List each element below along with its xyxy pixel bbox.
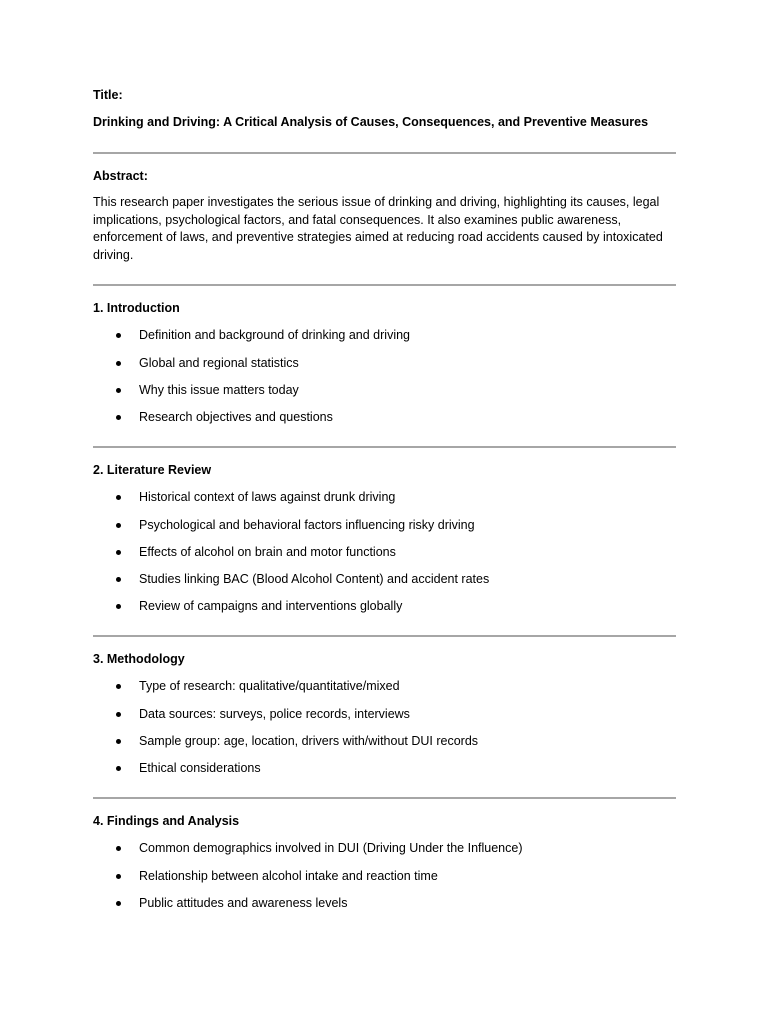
list-item-text: Type of research: qualitative/quantitative/mixed xyxy=(139,679,400,694)
section-introduction xyxy=(93,286,676,446)
document-page xyxy=(93,86,676,932)
list-item-text: Psychological and behavioral factors influencing risky driving xyxy=(139,517,475,532)
list-item xyxy=(93,381,676,399)
bullet-list xyxy=(93,326,676,426)
bullet-icon xyxy=(116,604,121,609)
bullet-list xyxy=(93,677,676,777)
bullet-icon xyxy=(116,874,121,879)
list-item-text: Relationship between alcohol intake and reaction time xyxy=(139,868,438,883)
list-item-text: Effects of alcohol on brain and motor functions xyxy=(139,544,396,559)
bullet-icon xyxy=(116,495,121,500)
bullet-icon xyxy=(116,766,121,771)
list-item-text: Ethical considerations xyxy=(139,761,261,776)
bullet-icon xyxy=(116,361,121,366)
section-heading: 1. Introduction xyxy=(93,301,180,316)
bullet-list xyxy=(93,839,676,912)
bullet-icon xyxy=(116,901,121,906)
bullet-icon xyxy=(116,577,121,582)
abstract-section xyxy=(93,154,676,284)
list-item-text: Sample group: age, location, drivers with/without DUI records xyxy=(139,734,479,749)
list-item xyxy=(93,705,676,723)
bullet-list xyxy=(93,488,676,615)
bullet-icon xyxy=(116,739,121,744)
bullet-icon xyxy=(116,333,121,338)
bullet-icon xyxy=(116,388,121,393)
list-item-text: Historical context of laws against drunk driving xyxy=(139,490,396,505)
list-item-text: Review of campaigns and interventions globally xyxy=(139,599,403,614)
bullet-icon xyxy=(116,846,121,851)
abstract-text: This research paper investigates the serious issue of drinking and driving, highlighting its causes, legal implications, psychological factors, and fatal consequences. It also examines public awareness, enforcement of laws, and preventive strategies aimed at reducing road accidents caused by intoxicated driving. xyxy=(93,195,663,262)
list-item-text: Why this issue matters today xyxy=(139,382,299,397)
list-item-text: Common demographics involved in DUI (Driving Under the Influence) xyxy=(139,841,523,856)
list-item xyxy=(93,570,676,588)
list-item-text: Public attitudes and awareness levels xyxy=(139,895,348,910)
document-title: Drinking and Driving: A Critical Analysis of Causes, Consequences, and Preventive Measures xyxy=(93,115,649,129)
list-item xyxy=(93,326,676,344)
section-heading: 3. Methodology xyxy=(93,652,185,667)
list-item xyxy=(93,894,676,912)
bullet-icon xyxy=(116,415,121,420)
section-heading: 2. Literature Review xyxy=(93,463,212,478)
section-findings xyxy=(93,799,676,932)
bullet-icon xyxy=(116,523,121,528)
bullet-icon xyxy=(116,684,121,689)
list-item-text: Research objectives and questions xyxy=(139,410,333,425)
list-item xyxy=(93,354,676,372)
list-item xyxy=(93,732,676,750)
bullet-icon xyxy=(116,550,121,555)
list-item xyxy=(93,408,676,426)
list-item-text: Studies linking BAC (Blood Alcohol Content) and accident rates xyxy=(139,572,490,587)
list-item-text: Data sources: surveys, police records, interviews xyxy=(139,706,410,721)
list-item xyxy=(93,597,676,615)
list-item xyxy=(93,839,676,857)
list-item xyxy=(93,867,676,885)
list-item xyxy=(93,759,676,777)
title-label: Title: xyxy=(93,88,123,102)
abstract-heading: Abstract: xyxy=(93,169,148,183)
bullet-icon xyxy=(116,712,121,717)
list-item xyxy=(93,677,676,695)
list-item xyxy=(93,543,676,561)
list-item-text: Global and regional statistics xyxy=(139,355,299,370)
section-heading: 4. Findings and Analysis xyxy=(93,814,240,829)
section-literature-review xyxy=(93,448,676,635)
list-item-text: Definition and background of drinking and driving xyxy=(139,328,411,343)
list-item xyxy=(93,488,676,506)
list-item xyxy=(93,516,676,534)
section-methodology xyxy=(93,637,676,797)
